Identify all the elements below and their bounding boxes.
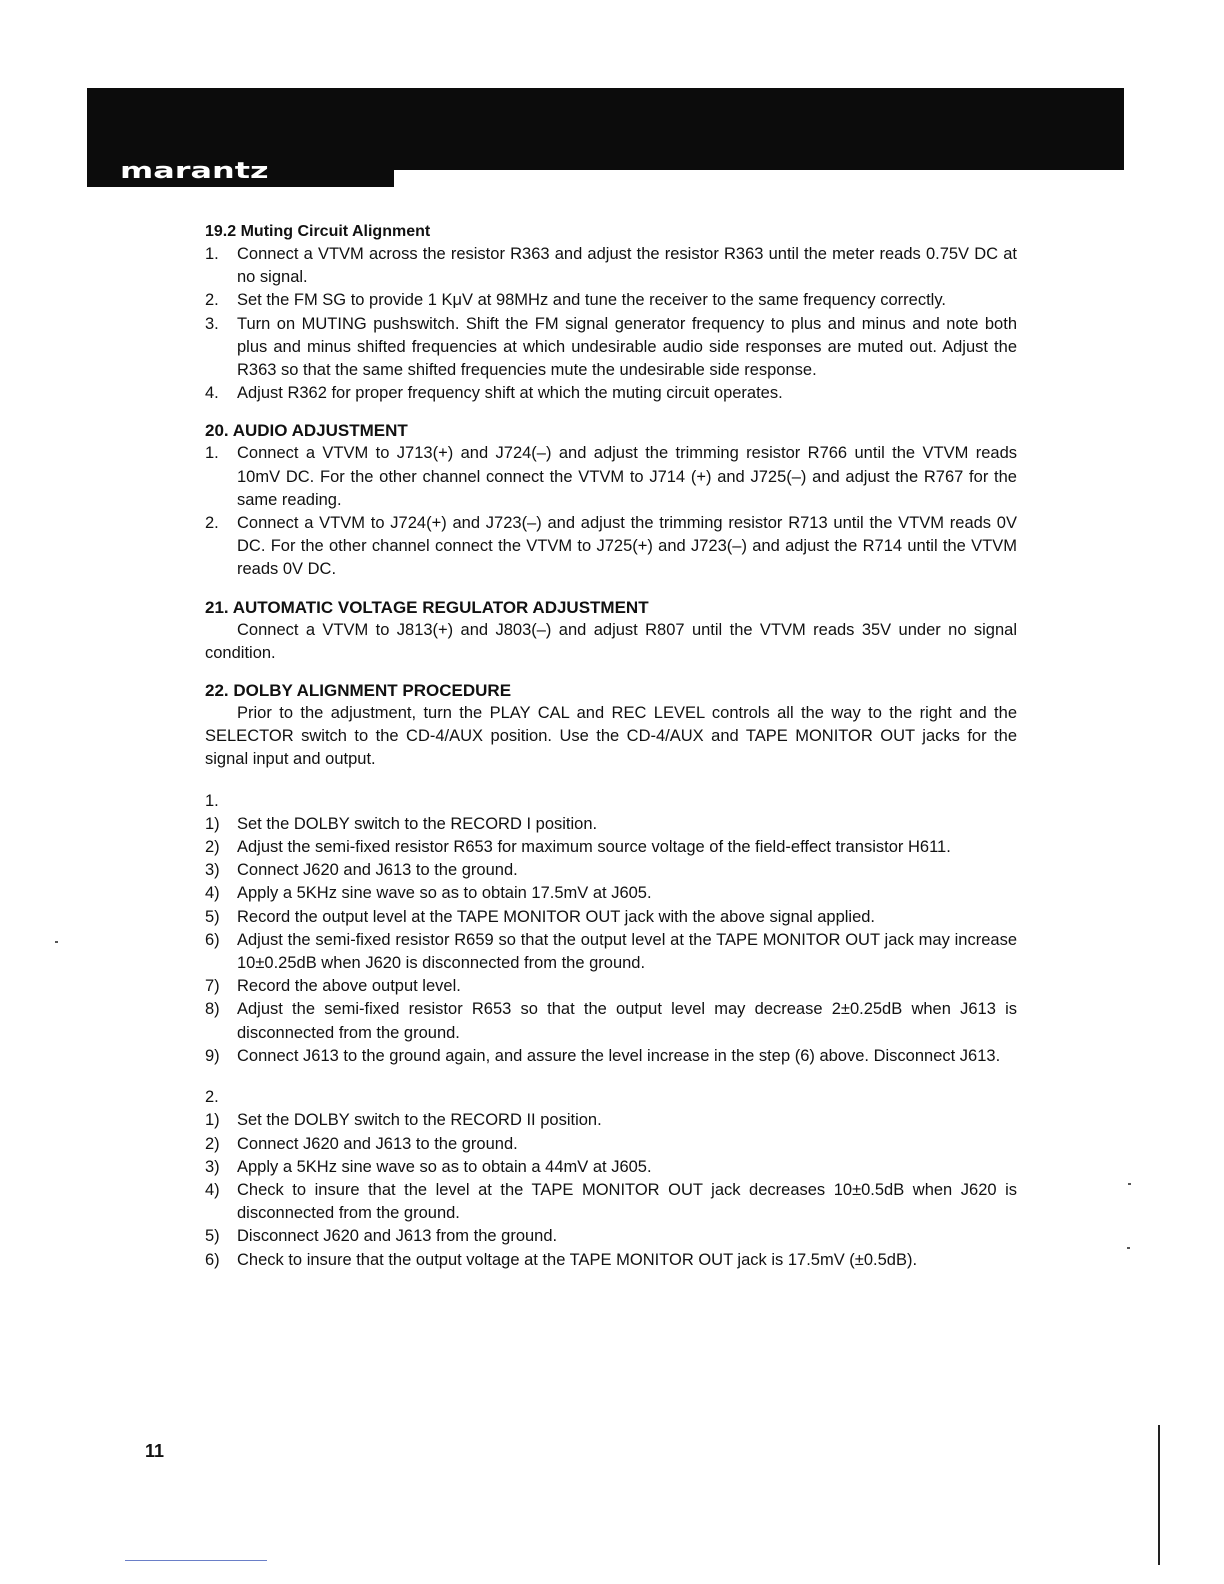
section-21 [205,596,1017,665]
list-item [205,882,1017,905]
step-text: Adjust R362 for proper frequency shift at which the muting circuit operates. [237,384,783,403]
step-text: Check to insure that the level at the TAPE MONITOR OUT jack decreases 10±0.5dB when J620 is disconnected from the ground. [237,1180,1017,1223]
section-title: 19.2 Muting Circuit Alignment [205,223,431,240]
step-number: 7) [205,977,220,996]
step-text: Connect a VTVM to J724(+) and J723(–) and adjust the trimming resistor R713 until the VTVM reads 0V DC. For the other channel connect the VTVM to J725(+) and J723(–) and adjust the R714 until the VTVM reads 0V DC. [237,514,1017,579]
step-number: 2. [205,514,219,533]
step-number: 6) [205,930,220,949]
step-text: Adjust the semi-fixed resistor R659 so that the output level at the TAPE MONITOR OUT jack may increase 10±0.25dB when J620 is disconnected from the ground. [237,930,1017,973]
step-number: 5) [205,907,220,926]
step-list [205,243,1017,405]
step-text: Adjust the semi-fixed resistor R653 for maximum source voltage of the field-effect transistor H611. [237,838,951,857]
section-19-2 [205,220,1017,405]
step-text: Apply a 5KHz sine wave so as to obtain 17.5mV at J605. [237,884,652,903]
step-number: 4. [205,384,219,403]
section-title: 21. AUTOMATIC VOLTAGE REGULATOR ADJUSTMENT [205,597,649,617]
step-text: Record the output level at the TAPE MONITOR OUT jack with the above signal applied. [237,907,876,926]
list-item [205,929,1017,975]
footer-rule [125,1560,267,1561]
list-item [205,1179,1017,1225]
step-number: 4) [205,1180,220,1199]
spacer [205,1068,1017,1086]
step-number: 6) [205,1250,220,1269]
list-item [205,998,1017,1044]
step-text: Disconnect J620 and J613 from the ground. [237,1227,558,1246]
step-number: 2. [205,291,219,310]
scan-speck [55,941,58,943]
step-text: Set the DOLBY switch to the RECORD II position. [237,1111,602,1130]
spacer [205,772,1017,790]
list-item [205,442,1017,512]
step-text: Adjust the semi-fixed resistor R653 so that the output level may decrease 2±0.25dB when J613 is disconnected from the ground. [237,1000,1017,1042]
step-number: 9) [205,1046,220,1065]
step-number: 2) [205,838,220,857]
list-item [205,1133,1017,1156]
step-number: 3) [205,1157,220,1176]
step-text: Set the DOLBY switch to the RECORD I position. [237,814,598,833]
step-number: 3) [205,861,220,880]
step-text: Record the above output level. [237,977,461,996]
step-list [205,813,1017,1068]
section-paragraph: Connect a VTVM to J813(+) and J803(–) and adjust R807 until the VTVM reads 35V under no signal condition. [205,620,1017,662]
list-item [205,906,1017,929]
step-list [205,1109,1017,1271]
header-bar [87,88,1124,170]
page-content [205,220,1017,1286]
list-item [205,836,1017,859]
section-intro: Prior to the adjustment, turn the PLAY CAL and REC LEVEL controls all the way to the right and the SELECTOR switch to the CD-4/AUX position. Use the CD-4/AUX and TAPE MONITOR OUT jacks for the signal input and output. [205,704,1017,769]
step-text: Connect a VTVM to J713(+) and J724(–) and adjust the trimming resistor R766 until the VTVM reads 10mV DC. For the other channel connect the VTVM to J714 (+) and J725(–) and adjust the R767 for the same reading. [237,444,1017,509]
list-item [205,1156,1017,1179]
section-22 [205,679,1017,1272]
step-text: Connect J620 and J613 to the ground. [237,861,518,880]
list-item [205,313,1017,383]
list-item [205,243,1017,289]
list-item [205,512,1017,582]
list-item [205,859,1017,882]
list-item [205,382,1017,405]
margin-rule [1158,1425,1160,1565]
list-item [205,1225,1017,1248]
step-text: Turn on MUTING pushswitch. Shift the FM signal generator frequency to plus and minus and note both plus and minus shifted frequencies at which undesirable audio side responses are muted out. Adjust the R363 so that the same shifted frequencies mute the undesirable side response. [237,314,1017,380]
step-number: 8) [205,1000,220,1019]
scan-speck [1127,1247,1130,1249]
list-item [205,1249,1017,1272]
page-number: 11 [145,1441,165,1461]
step-text: Apply a 5KHz sine wave so as to obtain a 44mV at J605. [237,1157,652,1176]
group-label: 2. [205,1088,219,1107]
step-number: 4) [205,884,220,903]
step-number: 1. [205,245,219,263]
marantz-logo: marantz [120,159,269,184]
scan-speck [1128,1183,1131,1185]
list-item [205,1109,1017,1132]
list-item [205,813,1017,836]
step-number: 2) [205,1134,220,1153]
section-title: 22. DOLBY ALIGNMENT PROCEDURE [205,681,512,701]
step-text: Connect J620 and J613 to the ground. [237,1134,518,1153]
section-title: 20. AUDIO ADJUSTMENT [205,421,408,441]
group-label: 1. [205,791,219,810]
step-text: Check to insure that the output voltage at the TAPE MONITOR OUT jack is 17.5mV (±0.5dB). [237,1250,918,1269]
step-number: 1) [205,814,220,833]
step-list [205,442,1017,581]
list-item [205,1045,1017,1068]
step-number: 1) [205,1111,220,1130]
step-number: 3. [205,314,219,333]
step-number: 1. [205,444,219,463]
list-item [205,975,1017,998]
step-text: Connect a VTVM across the resistor R363 and adjust the resistor R363 until the meter reads 0.75V DC at no signal. [237,245,1017,287]
step-text: Connect J613 to the ground again, and assure the level increase in the step (6) above. Disconnect J613. [237,1046,1001,1065]
step-number: 5) [205,1227,220,1246]
step-text: Set the FM SG to provide 1 KμV at 98MHz and tune the receiver to the same frequency correctly. [237,291,946,310]
section-20 [205,419,1017,581]
list-item [205,289,1017,312]
